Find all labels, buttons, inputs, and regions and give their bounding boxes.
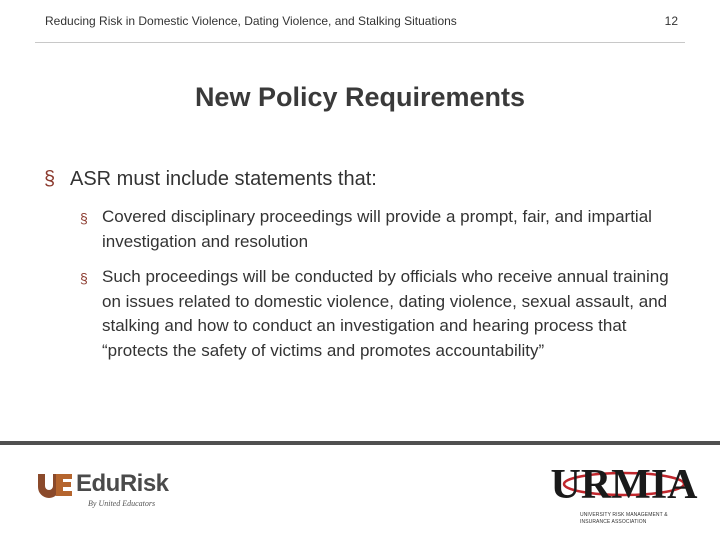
- urmia-letters: URMIA: [550, 462, 698, 508]
- sub-bullet-text: Covered disciplinary proceedings will provide a prompt, fair, and impartial investigation and resolution: [102, 207, 652, 251]
- sub-bullet-text: Such proceedings will be conducted by officials who receive annual training on issues related to domestic violence, dating violence, sexual assault, and stalking and how to conduct an investigation and hearing process that “protects the safety of victims and promotes accountability”: [102, 267, 669, 360]
- main-bullet-text: ASR must include statements that:: [70, 168, 377, 190]
- edurisk-wordmark: EduRisk: [76, 470, 169, 497]
- urmia-subtitle-line1: UNIVERSITY RISK MANAGEMENT &: [580, 512, 668, 518]
- sub-bullet: [80, 205, 680, 254]
- bullet-marker-icon: §: [80, 270, 88, 286]
- header-divider: [35, 42, 685, 43]
- bullet-marker-icon: §: [44, 168, 56, 190]
- footer-divider: [0, 441, 720, 445]
- page-number: 12: [664, 14, 678, 28]
- urmia-wordmark-icon: [550, 452, 698, 512]
- header-title: Reducing Risk in Domestic Violence, Dating Violence, and Stalking Situations: [45, 14, 457, 28]
- urmia-subtitle-line2: INSURANCE ASSOCIATION: [580, 519, 647, 525]
- bullet-marker-icon: §: [80, 210, 88, 226]
- edurisk-tagline: By United Educators: [88, 499, 156, 508]
- united-educators-mark-icon: [36, 472, 74, 498]
- sub-bullet: [80, 265, 680, 363]
- slide-title: New Policy Requirements: [194, 82, 526, 112]
- edurisk-logo: [36, 470, 169, 512]
- urmia-logo: [550, 452, 698, 528]
